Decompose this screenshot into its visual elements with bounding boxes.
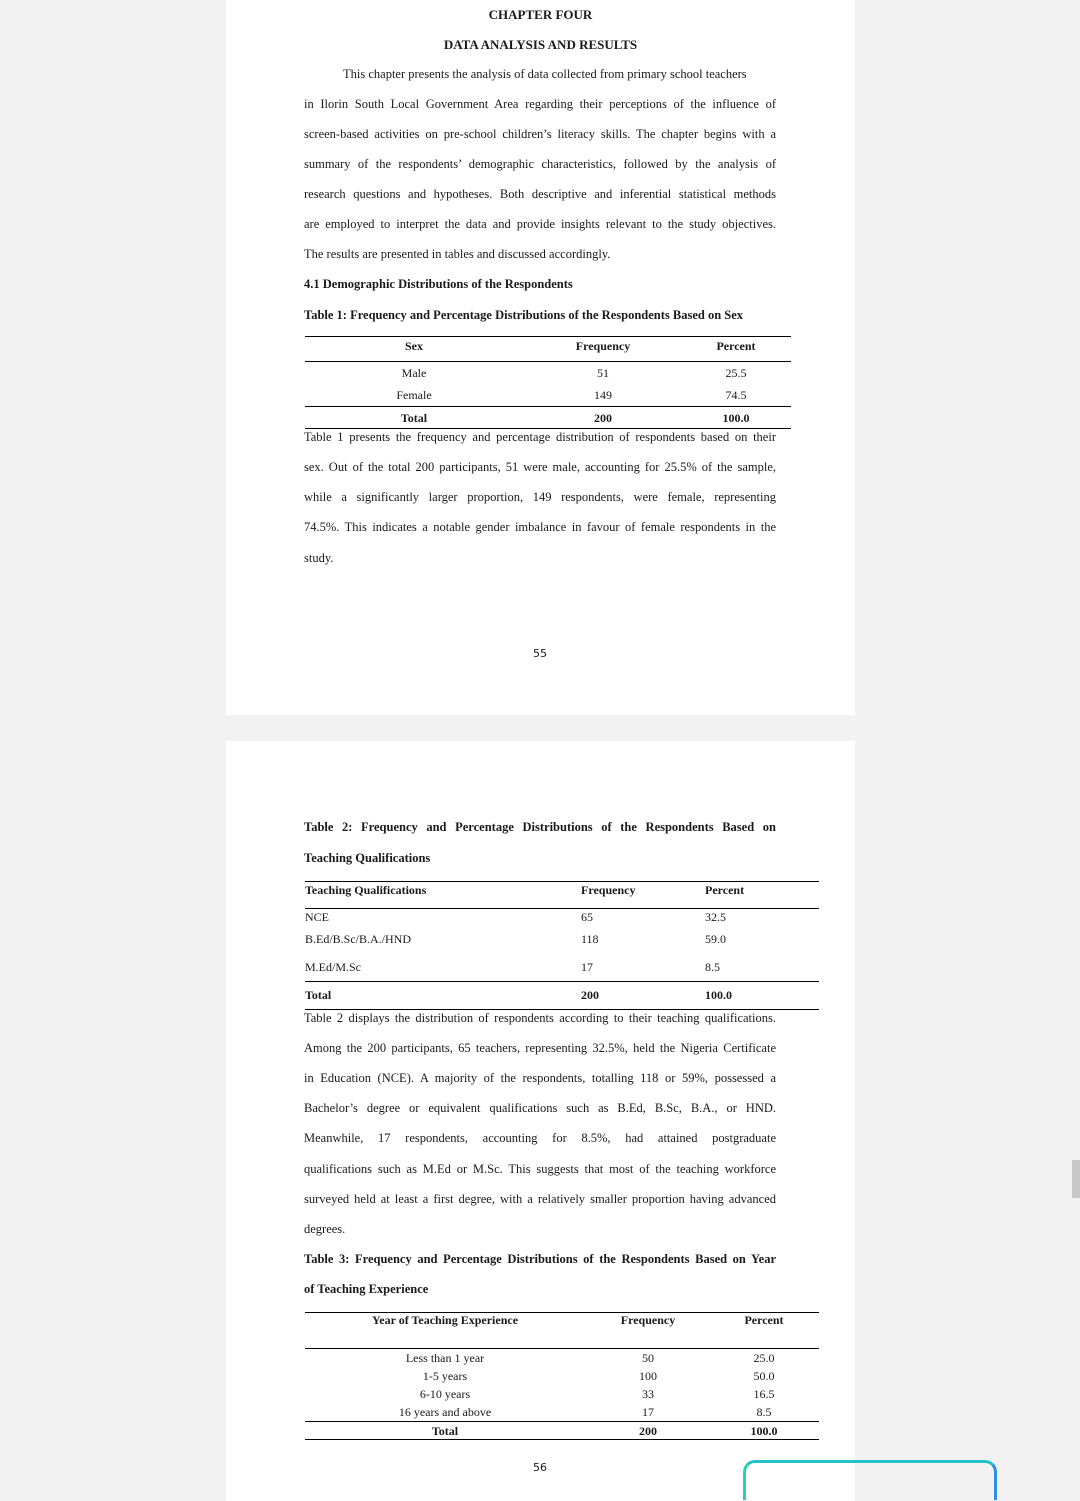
page-number: 55 (533, 647, 547, 660)
table1-cell: Male (401, 366, 427, 380)
table2-header-frequency: Frequency (581, 883, 636, 897)
table1-cell: 74.5 (725, 388, 747, 402)
table3-total-label: Total (431, 1424, 459, 1438)
table3-cell: 6-10 years (419, 1387, 471, 1401)
table-rule (305, 981, 819, 982)
table1-discussion-line-2: sex. Out of the total 200 participants, 51 were male, accounting for 25.5% of the sample, (304, 460, 776, 474)
document-page-55 (226, 0, 855, 715)
table3-header-frequency: Frequency (620, 1313, 676, 1327)
table1-total-percent: 100.0 (722, 411, 750, 425)
table-rule (305, 406, 791, 407)
table2-cell: 32.5 (705, 910, 726, 924)
intro-line-5: research questions and hypotheses. Both descriptive and inferential statistical methods (304, 187, 776, 201)
chat-widget-button[interactable] (743, 1460, 997, 1500)
table2-total-label: Total (305, 988, 332, 1002)
table-rule (305, 336, 791, 337)
section-heading: 4.1 Demographic Distributions of the Respondents (304, 277, 573, 291)
table1-header-sex: Sex (405, 339, 423, 353)
table-rule (305, 1439, 819, 1440)
chapter-heading: CHAPTER FOUR (488, 7, 593, 22)
table3-total-frequency: 200 (639, 1424, 657, 1438)
table1-cell: Female (396, 388, 432, 402)
table1-discussion-line-3: while a significantly larger proportion, 149 respondents, were female, representing (304, 490, 776, 504)
intro-line-6: are employed to interpret the data and provide insights relevant to the study objectives. (304, 217, 776, 231)
table2-discussion-line-5: Meanwhile, 17 respondents, accounting for 8.5%, had attained postgraduate (304, 1131, 776, 1145)
table3-cell: 16.5 (753, 1387, 775, 1401)
table2-discussion-line-1: Table 2 displays the distribution of respondents according to their teaching qualifications. (304, 1011, 776, 1025)
table1-total-frequency: 200 (594, 411, 612, 425)
table2-cell: 65 (581, 910, 593, 924)
table3-total-percent: 100.0 (750, 1424, 778, 1438)
table-rule (305, 361, 791, 362)
table3-cell: 50.0 (753, 1369, 775, 1383)
table1-total-label: Total (400, 411, 428, 425)
table2-cell: 118 (581, 932, 599, 946)
table3-cell: 33 (642, 1387, 654, 1401)
table-rule (305, 1421, 819, 1422)
table1-discussion-line-4: 74.5%. This indicates a notable gender imbalance in favour of female respondents in the (304, 520, 776, 534)
table2-total-frequency: 200 (581, 988, 599, 1002)
table1-discussion-line-1: Table 1 presents the frequency and percentage distribution of respondents based on their (304, 430, 776, 444)
table3-header-percent: Percent (744, 1313, 784, 1327)
table3-cell: 50 (642, 1351, 654, 1365)
document-page-56 (226, 741, 855, 1501)
table-rule (305, 1009, 819, 1010)
table-rule (305, 908, 819, 909)
table2-caption-line-1: Table 2: Frequency and Percentage Distributions of the Respondents Based on (304, 820, 776, 834)
table1-cell: 51 (597, 366, 609, 380)
chapter-title: DATA ANALYSIS AND RESULTS (443, 37, 638, 52)
table3-cell: 17 (642, 1405, 654, 1419)
table3-header-experience: Year of Teaching Experience (371, 1313, 519, 1327)
table2-discussion-line-8: degrees. (304, 1222, 346, 1236)
table3-cell: Less than 1 year (405, 1351, 485, 1365)
table2-header-percent: Percent (705, 883, 745, 897)
table3-cell: 100 (639, 1369, 657, 1383)
table2-discussion-line-6: qualifications such as M.Ed or M.Sc. This suggests that most of the teaching workforce (304, 1162, 776, 1176)
table2-cell: B.Ed/B.Sc/B.A./HND (305, 932, 412, 946)
table-rule (305, 1348, 819, 1349)
table2-total-percent: 100.0 (705, 988, 732, 1002)
table3-cell: 25.0 (753, 1351, 775, 1365)
table3-cell: 1-5 years (422, 1369, 468, 1383)
table2-header-qualifications: Teaching Qualifications (305, 883, 427, 897)
table1-header-percent: Percent (716, 339, 756, 353)
intro-line-2: in Ilorin South Local Government Area regarding their perceptions of the influence of (304, 97, 776, 111)
table1-discussion-line-5: study. (304, 551, 334, 565)
table2-discussion-line-4: Bachelor’s degree or equivalent qualifications such as B.Ed, B.Sc, B.A., or HND. (304, 1101, 776, 1115)
table2-caption-line-2: Teaching Qualifications (304, 851, 431, 865)
table3-cell: 16 years and above (398, 1405, 492, 1419)
vertical-scrollbar-thumb[interactable] (1072, 1160, 1080, 1198)
table1-caption: Table 1: Frequency and Percentage Distributions of the Respondents Based on Sex (304, 308, 744, 322)
table-rule (305, 881, 819, 882)
table2-discussion-line-7: surveyed held at least a first degree, with a relatively smaller proportion having advanced (304, 1192, 776, 1206)
table2-cell: NCE (305, 910, 329, 924)
table3-caption-line-2: of Teaching Experience (304, 1282, 429, 1296)
table1-cell: 149 (594, 388, 612, 402)
table1-cell: 25.5 (725, 366, 747, 380)
table2-cell: M.Ed/M.Sc (305, 960, 362, 974)
table3-cell: 8.5 (756, 1405, 772, 1419)
table1-header-frequency: Frequency (575, 339, 631, 353)
table-rule (305, 428, 791, 429)
table3-caption-line-1: Table 3: Frequency and Percentage Distributions of the Respondents Based on Year (304, 1252, 776, 1266)
intro-line-4: summary of the respondents’ demographic characteristics, followed by the analysis of (304, 157, 776, 171)
table2-cell: 59.0 (705, 932, 726, 946)
table2-discussion-line-3: in Education (NCE). A majority of the respondents, totalling 118 or 59%, possessed a (304, 1071, 776, 1085)
table2-cell: 8.5 (705, 960, 720, 974)
table2-discussion-line-2: Among the 200 participants, 65 teachers, representing 32.5%, held the Nigeria Certificate (304, 1041, 776, 1055)
intro-line-7: The results are presented in tables and discussed accordingly. (304, 247, 611, 261)
page-number: 56 (533, 1461, 547, 1474)
table2-cell: 17 (581, 960, 593, 974)
intro-line-3: screen-based activities on pre-school children’s literacy skills. The chapter begins with a (304, 127, 776, 141)
intro-line-1: This chapter presents the analysis of data collected from primary school teachers (343, 67, 747, 81)
